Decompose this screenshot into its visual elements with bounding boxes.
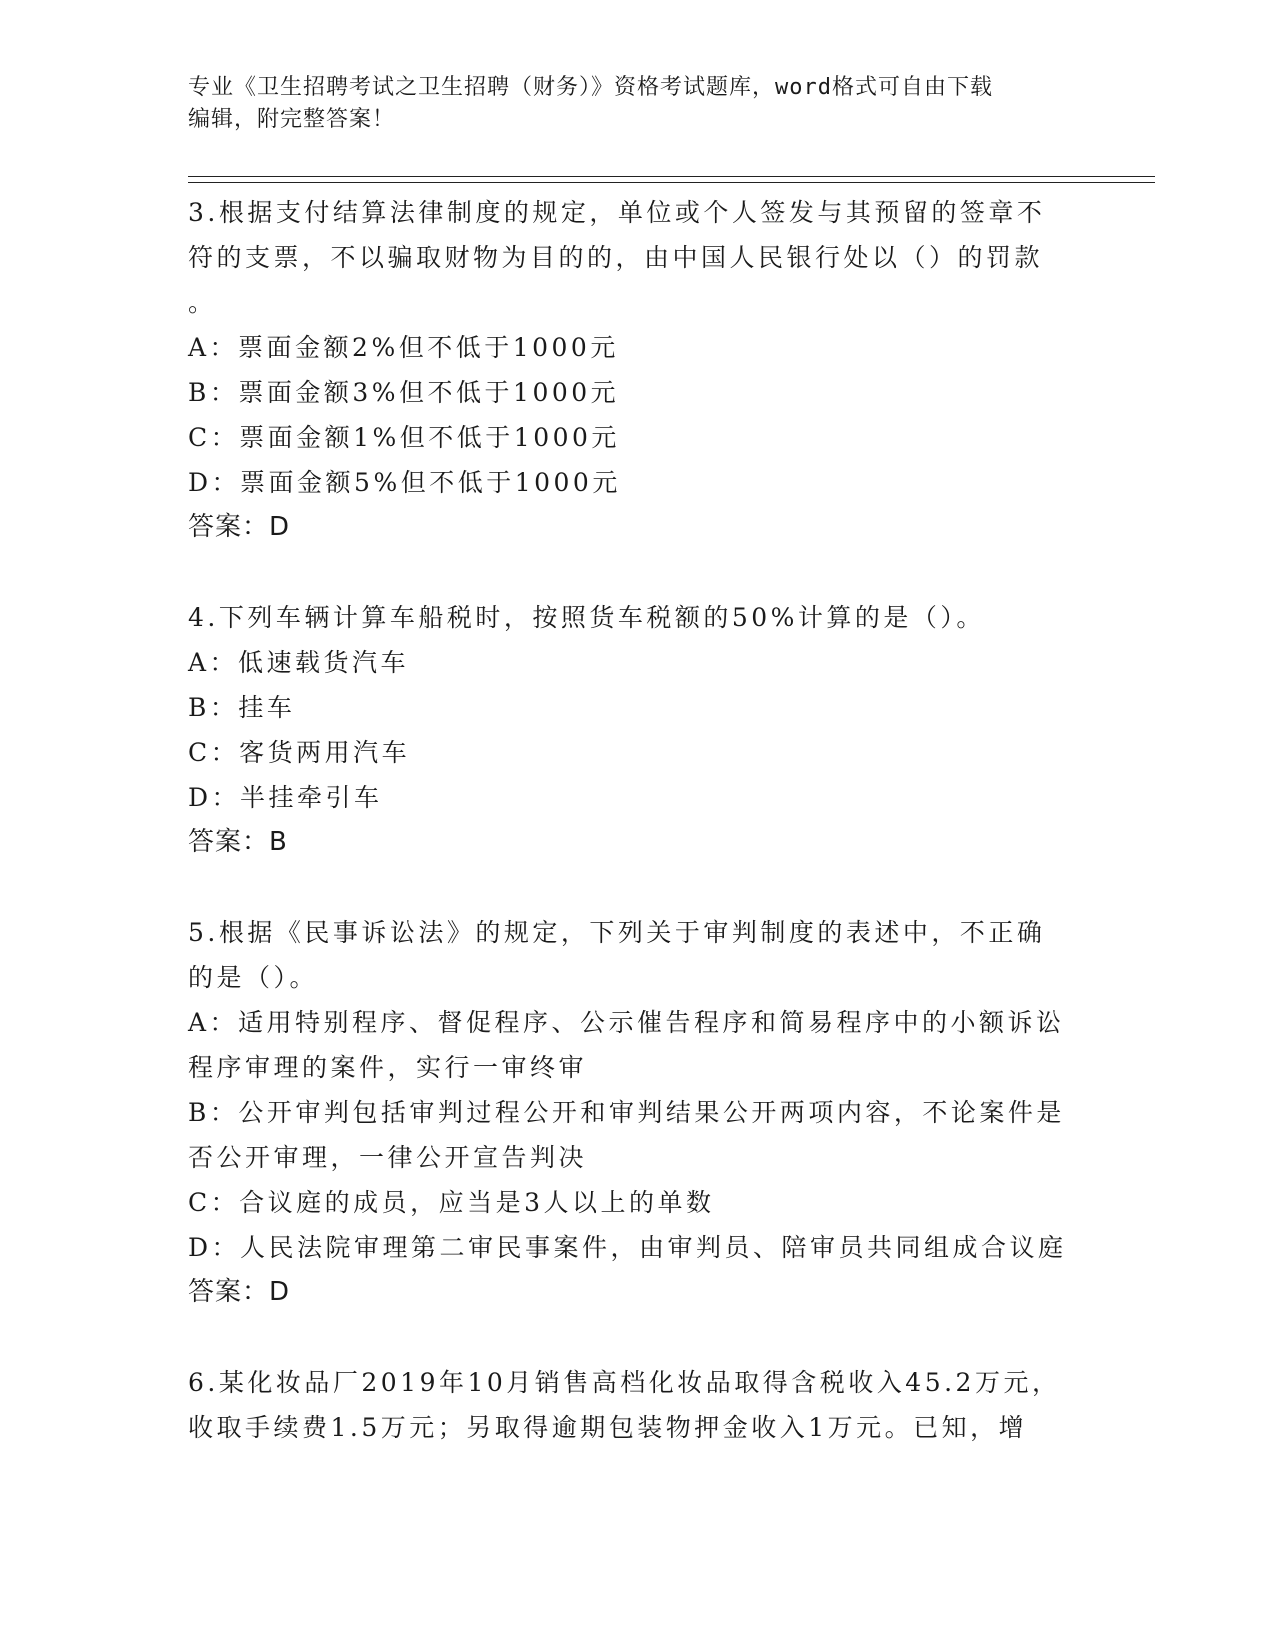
answer: 答案：D bbox=[188, 512, 291, 542]
question-6 bbox=[188, 1360, 1088, 1450]
answer: 答案：B bbox=[188, 827, 288, 857]
option-d: D：票面金额5%但不低于1000元 bbox=[188, 468, 621, 497]
question-text: 3.根据支付结算法律制度的规定，单位或个人签发与其预留的签章不 bbox=[188, 198, 1046, 227]
answer: 答案：D bbox=[188, 1277, 291, 1307]
option-c: C：票面金额1%但不低于1000元 bbox=[188, 423, 620, 452]
option-c: C：客货两用汽车 bbox=[188, 738, 411, 767]
question-list bbox=[188, 190, 1088, 1450]
option-b: B：票面金额3%但不低于1000元 bbox=[188, 378, 620, 407]
question-spacer bbox=[188, 1315, 1088, 1360]
question-text: 符的支票，不以骗取财物为目的的，由中国人民银行处以（）的罚款 bbox=[188, 243, 1044, 272]
option-b: B：挂车 bbox=[188, 693, 296, 722]
option-a: A：适用特别程序、督促程序、公示催告程序和简易程序中的小额诉讼 bbox=[188, 1008, 1065, 1037]
question-text: 4.下列车辆计算车船税时，按照货车税额的50%计算的是（）。 bbox=[188, 603, 985, 632]
option-b: B：公开审判包括审判过程公开和审判结果公开两项内容，不论案件是 bbox=[188, 1098, 1065, 1127]
question-spacer bbox=[188, 550, 1088, 595]
option-d: D：人民法院审理第二审民事案件，由审判员、陪审员共同组成合议庭 bbox=[188, 1233, 1067, 1262]
option-c: C：合议庭的成员，应当是3人以上的单数 bbox=[188, 1188, 715, 1217]
question-text: 6.某化妆品厂2019年10月销售高档化妆品取得含税收入45.2万元， bbox=[188, 1368, 1061, 1397]
option-b-continued: 否公开审理，一律公开宣告判决 bbox=[188, 1143, 588, 1172]
question-3 bbox=[188, 190, 1088, 550]
document-header bbox=[188, 72, 1068, 136]
header-line-1: 专业《卫生招聘考试之卫生招聘（财务）》资格考试题库，word格式可自由下载 bbox=[188, 75, 993, 100]
question-spacer bbox=[188, 865, 1088, 910]
question-text: 。 bbox=[188, 288, 217, 317]
question-4 bbox=[188, 595, 1088, 865]
option-a: A：低速载货汽车 bbox=[188, 648, 410, 677]
header-line-2: 编辑，附完整答案！ bbox=[188, 107, 396, 132]
question-5 bbox=[188, 910, 1088, 1315]
question-text: 收取手续费1.5万元；另取得逾期包装物押金收入1万元。已知，增 bbox=[188, 1413, 1028, 1442]
question-text: 的是（）。 bbox=[188, 963, 319, 992]
option-a-continued: 程序审理的案件，实行一审终审 bbox=[188, 1053, 588, 1082]
option-d: D：半挂牵引车 bbox=[188, 783, 383, 812]
header-divider-bottom bbox=[188, 182, 1155, 183]
header-divider-top bbox=[188, 176, 1155, 177]
option-a: A：票面金额2%但不低于1000元 bbox=[188, 333, 619, 362]
question-text: 5.根据《民事诉讼法》的规定，下列关于审判制度的表述中，不正确 bbox=[188, 918, 1046, 947]
